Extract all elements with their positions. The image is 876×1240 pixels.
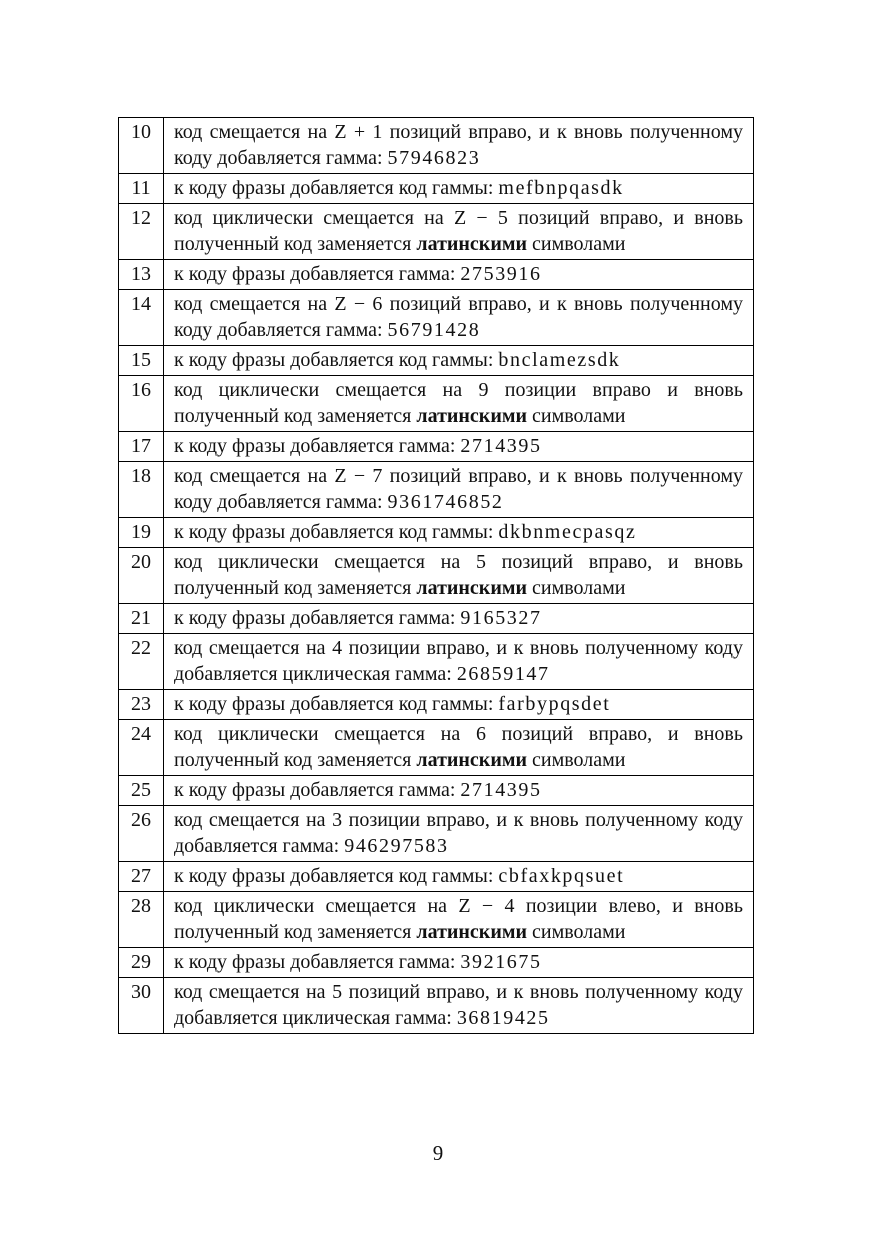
page-number: 9: [432, 1141, 444, 1165]
table-row: [119, 118, 754, 174]
row-number: 26: [119, 806, 164, 862]
row-description: [164, 204, 754, 260]
table-row: [119, 948, 754, 978]
table-row: [119, 978, 754, 1034]
text-fragment: к коду фразы добавляется гамма:: [174, 607, 461, 629]
row-description: [164, 978, 754, 1034]
row-description: [164, 118, 754, 174]
row-number: 28: [119, 892, 164, 948]
text-fragment: к коду фразы добавляется гамма:: [174, 435, 461, 457]
row-number: 10: [119, 118, 164, 174]
gamma-value: mefbnpqasdk: [498, 177, 624, 199]
text-fragment: код смещается на 5 позиций вправо, и к вновь полученному коду добавляется циклическая гамма:: [174, 981, 743, 1029]
row-description: [164, 462, 754, 518]
table-row: [119, 892, 754, 948]
row-description: [164, 518, 754, 548]
row-number: 25: [119, 776, 164, 806]
bold-text: латинскими: [416, 749, 528, 771]
row-description: [164, 634, 754, 690]
row-number: 18: [119, 462, 164, 518]
gamma-value: 946297583: [344, 835, 449, 857]
row-number: 20: [119, 548, 164, 604]
row-description: [164, 690, 754, 720]
text-fragment: символами: [527, 233, 626, 255]
row-number: 15: [119, 346, 164, 376]
table-row: [119, 604, 754, 634]
table-row: [119, 690, 754, 720]
row-number: 11: [119, 174, 164, 204]
text-fragment: к коду фразы добавляется код гаммы:: [174, 177, 499, 199]
gamma-value: 2714395: [460, 435, 542, 457]
text-fragment: код циклически смещается на Z − 5 позиций вправо, и вновь полученный код заменяется: [174, 207, 743, 255]
gamma-value: 9165327: [460, 607, 542, 629]
text-fragment: код смещается на Z − 6 позиций вправо, и к вновь полученному коду добавляется гамма:: [174, 293, 743, 341]
text-fragment: код смещается на 4 позиции вправо, и к вновь полученному коду добавляется циклическая гамма:: [174, 637, 743, 685]
text-fragment: код циклически смещается на 5 позиций вправо, и вновь полученный код заменяется: [174, 551, 743, 599]
row-description: [164, 862, 754, 892]
gamma-value: 57946823: [387, 147, 481, 169]
text-fragment: символами: [527, 405, 626, 427]
table-row: [119, 634, 754, 690]
table-row: [119, 548, 754, 604]
row-description: [164, 174, 754, 204]
table-row: [119, 432, 754, 462]
row-description: [164, 260, 754, 290]
text-fragment: код смещается на Z − 7 позиций вправо, и к вновь полученному коду добавляется гамма:: [174, 465, 743, 513]
table-row: [119, 720, 754, 776]
table-row: [119, 518, 754, 548]
text-fragment: код циклически смещается на 6 позиций вправо, и вновь полученный код заменяется: [174, 723, 743, 771]
row-number: 21: [119, 604, 164, 634]
row-description: [164, 806, 754, 862]
gamma-value: dkbnmecpasqz: [498, 521, 637, 543]
text-fragment: код циклически смещается на Z − 4 позиции влево, и вновь полученный код заменяется: [174, 895, 743, 943]
gamma-value: 36819425: [456, 1007, 550, 1029]
row-description: [164, 776, 754, 806]
table-row: [119, 806, 754, 862]
text-fragment: к коду фразы добавляется код гаммы:: [174, 693, 499, 715]
table-row: [119, 862, 754, 892]
row-description: [164, 290, 754, 346]
text-fragment: к коду фразы добавляется гамма:: [174, 263, 461, 285]
table-row: [119, 204, 754, 260]
row-description: [164, 376, 754, 432]
table-row: [119, 346, 754, 376]
bold-text: латинскими: [416, 921, 528, 943]
text-fragment: код смещается на Z + 1 позиций вправо, и к вновь полученному коду добавляется гамма:: [174, 121, 743, 169]
table-row: [119, 260, 754, 290]
row-description: [164, 720, 754, 776]
row-description: [164, 604, 754, 634]
row-number: 30: [119, 978, 164, 1034]
row-number: 27: [119, 862, 164, 892]
table-row: [119, 290, 754, 346]
gamma-value: 3921675: [460, 951, 542, 973]
row-description: [164, 948, 754, 978]
text-fragment: к коду фразы добавляется код гаммы:: [174, 349, 499, 371]
table-row: [119, 462, 754, 518]
row-description: [164, 432, 754, 462]
text-fragment: к коду фразы добавляется код гаммы:: [174, 521, 499, 543]
variants-table: [118, 117, 754, 1034]
table-row: [119, 376, 754, 432]
text-fragment: к коду фразы добавляется код гаммы:: [174, 865, 499, 887]
variants-table-body: [119, 118, 754, 1034]
row-number: 17: [119, 432, 164, 462]
gamma-value: 26859147: [456, 663, 550, 685]
gamma-value: 2714395: [460, 779, 542, 801]
text-fragment: символами: [527, 749, 626, 771]
row-number: 16: [119, 376, 164, 432]
row-description: [164, 892, 754, 948]
table-row: [119, 776, 754, 806]
bold-text: латинскими: [416, 577, 528, 599]
text-fragment: к коду фразы добавляется гамма:: [174, 951, 461, 973]
text-fragment: код смещается на 3 позиции вправо, и к вновь полученному коду добавляется гамма:: [174, 809, 743, 857]
row-number: 13: [119, 260, 164, 290]
gamma-value: farbypqsdet: [498, 693, 611, 715]
gamma-value: 2753916: [460, 263, 542, 285]
row-number: 29: [119, 948, 164, 978]
row-number: 24: [119, 720, 164, 776]
bold-text: латинскими: [416, 405, 528, 427]
text-fragment: символами: [527, 921, 626, 943]
text-fragment: символами: [527, 577, 626, 599]
row-description: [164, 346, 754, 376]
gamma-value: bnclamezsdk: [498, 349, 621, 371]
row-description: [164, 548, 754, 604]
row-number: 23: [119, 690, 164, 720]
gamma-value: 9361746852: [387, 491, 504, 513]
table-row: [119, 174, 754, 204]
gamma-value: cbfaxkpqsuet: [498, 865, 625, 887]
row-number: 19: [119, 518, 164, 548]
row-number: 12: [119, 204, 164, 260]
row-number: 14: [119, 290, 164, 346]
bold-text: латинскими: [416, 233, 528, 255]
gamma-value: 56791428: [387, 319, 481, 341]
text-fragment: код циклически смещается на 9 позиции вправо и вновь полученный код заменяется: [174, 379, 743, 427]
row-number: 22: [119, 634, 164, 690]
text-fragment: к коду фразы добавляется гамма:: [174, 779, 461, 801]
